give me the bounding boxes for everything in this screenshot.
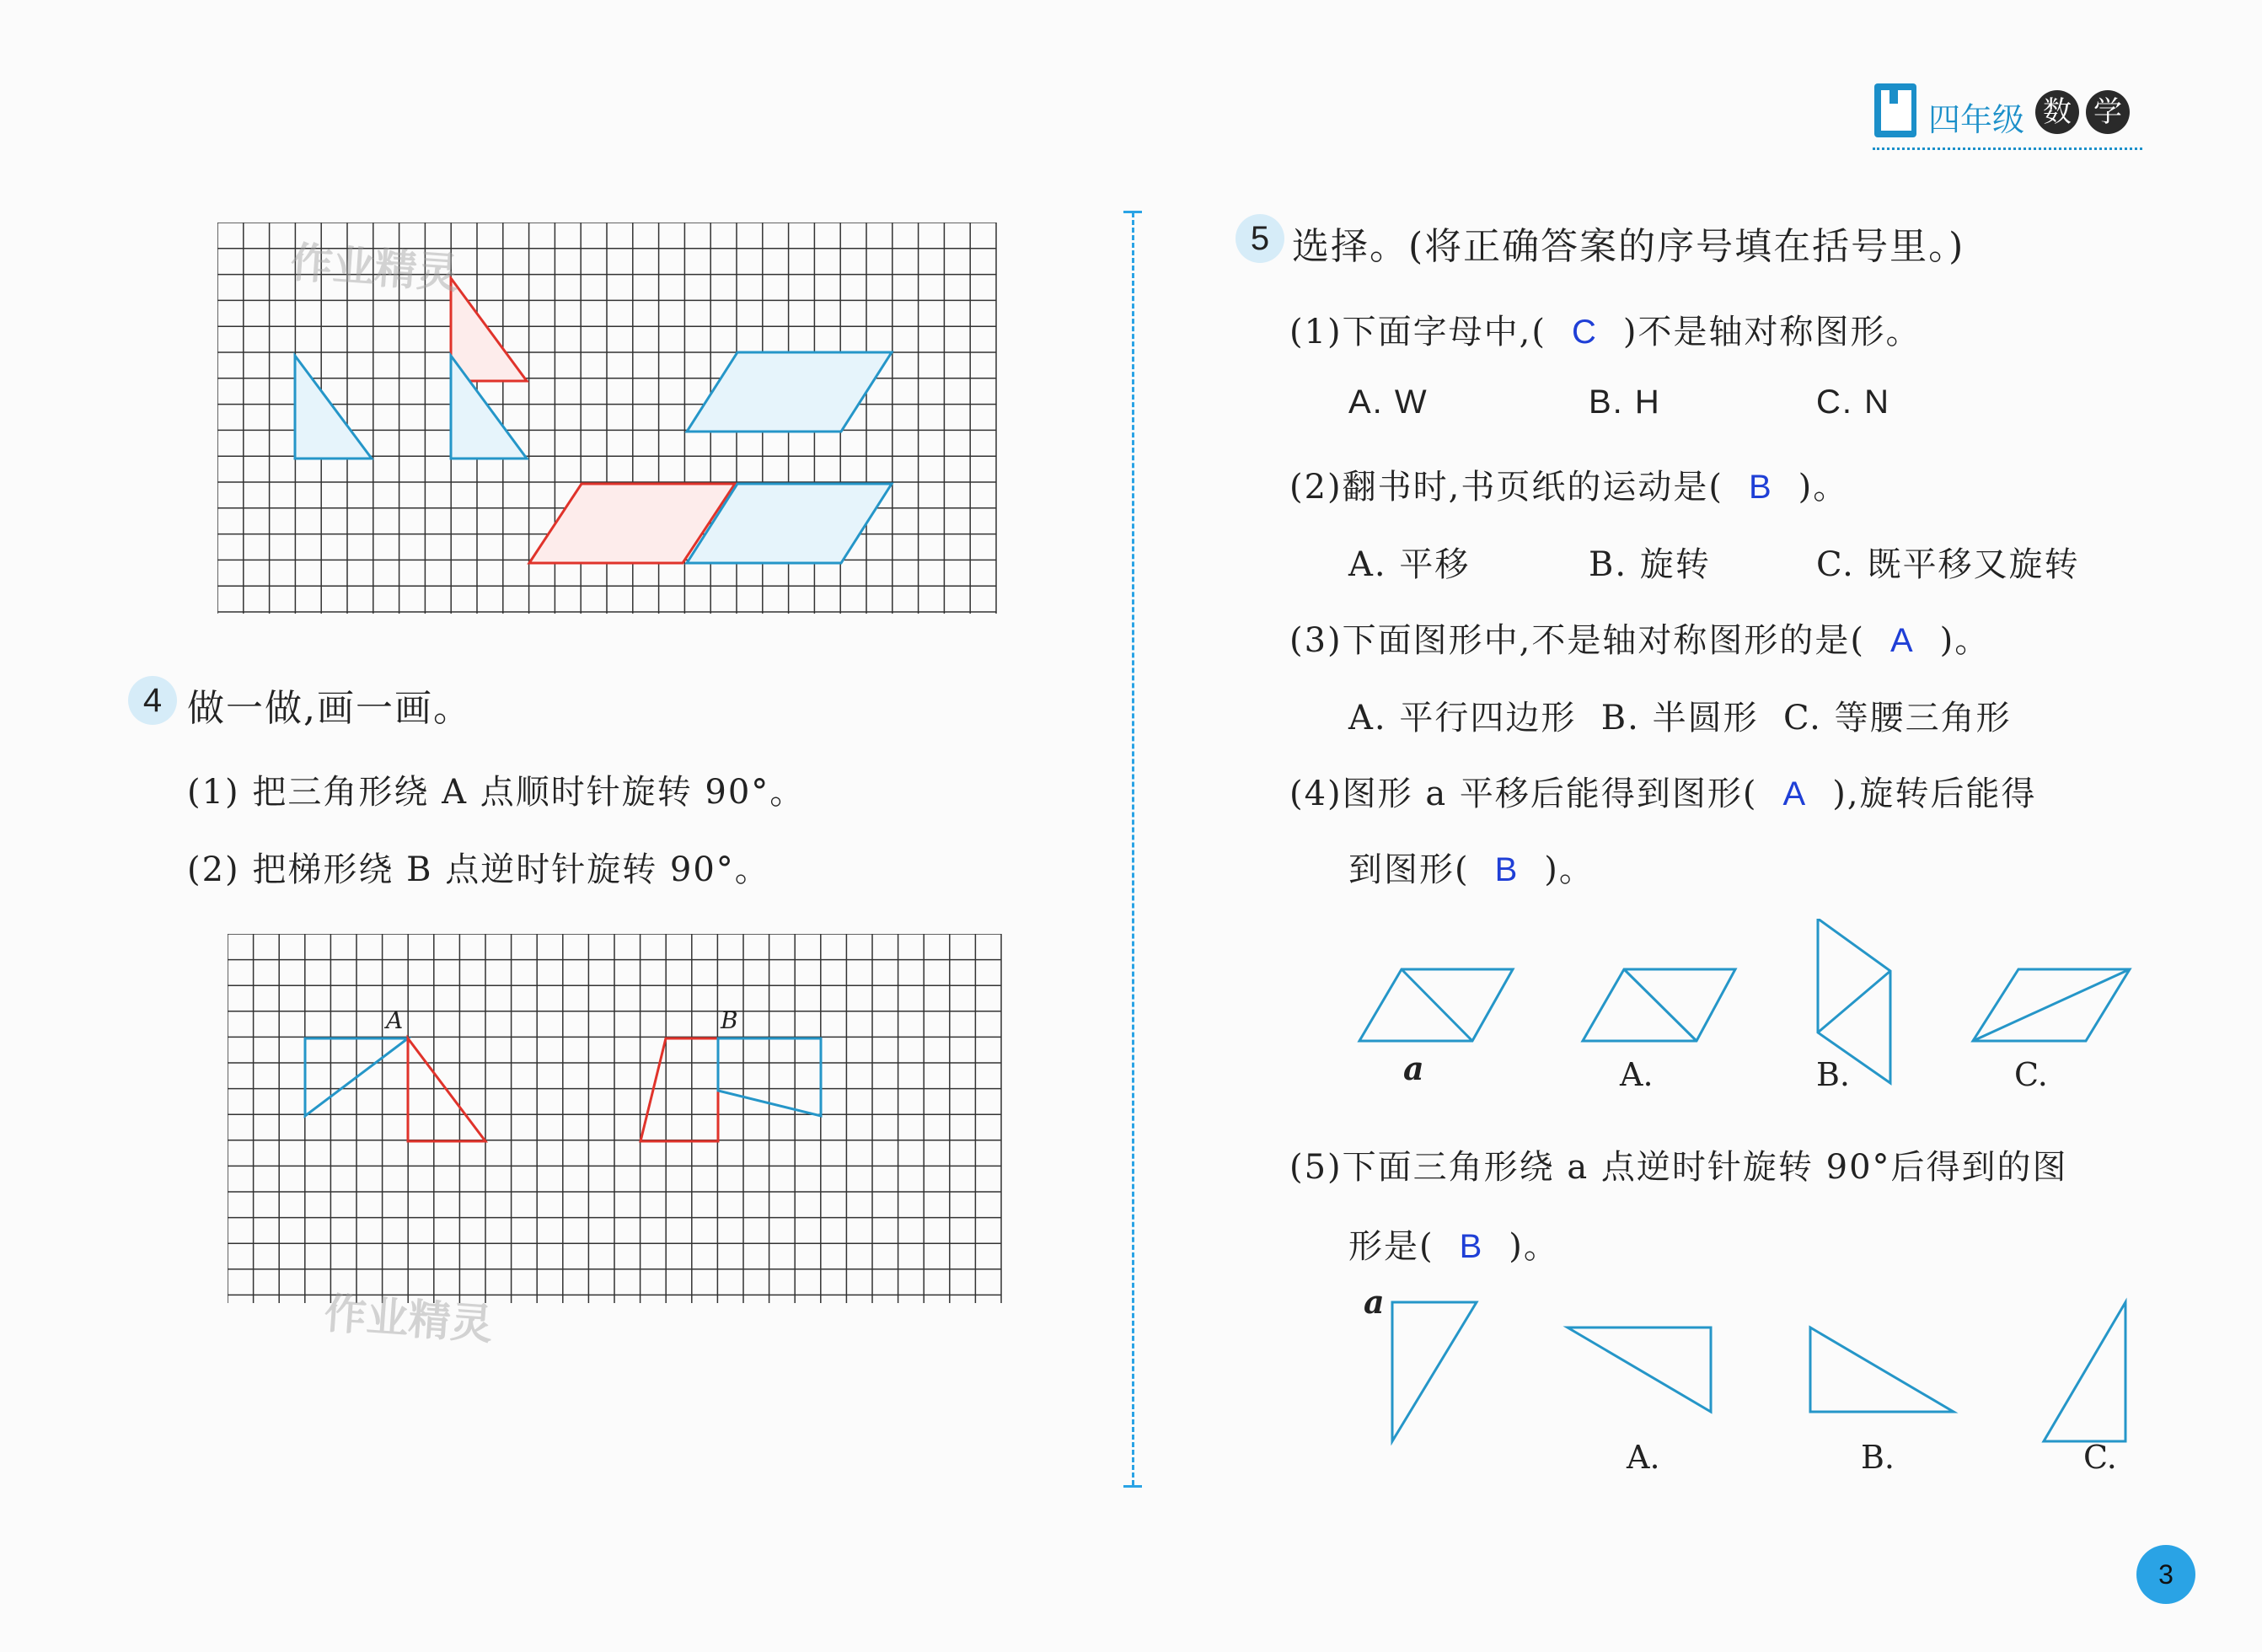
q5-s4 bbox=[1289, 767, 2037, 815]
fig-B-diagonal bbox=[1818, 971, 1890, 1032]
q5-s2-opt-a: A. 平移 bbox=[1348, 545, 1471, 584]
book-icon bbox=[1871, 80, 1922, 141]
q5-s5-pre2: 形是( bbox=[1348, 1227, 1434, 1266]
q5-s5-line2 bbox=[1348, 1220, 1559, 1268]
q5-s5-figures bbox=[1382, 1294, 2141, 1446]
header bbox=[1871, 80, 2149, 156]
q5-title: 选择。(将正确答案的序号填在括号里。) bbox=[1292, 225, 1965, 268]
q5-s4-post2: )。 bbox=[1544, 850, 1595, 889]
q5-s2-pre: (2)翻书时,书页纸的运动是( bbox=[1289, 468, 1723, 507]
fig5-C-triangle bbox=[2044, 1302, 2125, 1441]
q5-s5-label-A: A. bbox=[1627, 1439, 1660, 1476]
q5-s2 bbox=[1289, 460, 1848, 508]
q5-s3-opts: A. 平行四边形 B. 半圆形 C. 等腰三角形 bbox=[1348, 699, 2012, 738]
q5-s4-line2 bbox=[1348, 843, 1595, 891]
q5-s4-answer: A bbox=[1782, 775, 1808, 813]
fig5-a-triangle bbox=[1392, 1302, 1477, 1441]
q5-s2-post: )。 bbox=[1798, 468, 1849, 507]
header-circle-math1: 数 bbox=[2035, 90, 2079, 134]
blue-parallelogram-1 bbox=[687, 352, 892, 432]
q5-s1 bbox=[1289, 305, 1921, 353]
watermark-top: 作业精灵 bbox=[288, 238, 461, 298]
q4-title: 做一做,画一画。 bbox=[187, 687, 472, 730]
q5-s2-answer: B bbox=[1748, 469, 1773, 506]
q5-s5-label-B: B. bbox=[1861, 1439, 1895, 1476]
q4-number-badge: 4 bbox=[128, 676, 177, 725]
watermark-bottom: 作业精灵 bbox=[322, 1289, 495, 1349]
point-b-label: B bbox=[721, 1006, 738, 1034]
q5-s5-label-a: a bbox=[1364, 1283, 1385, 1321]
q5-s1-opt-a: A. W bbox=[1348, 384, 1428, 421]
q5-s4-label-B: B. bbox=[1816, 1056, 1851, 1093]
q5-s1-post: )不是轴对称图形。 bbox=[1622, 313, 1922, 351]
q5-s3-pre: (3)下面图形中,不是轴对称图形的是( bbox=[1289, 621, 1865, 660]
fig-a-diagonal bbox=[1402, 969, 1472, 1041]
header-underline bbox=[1873, 148, 2142, 150]
q5-s3-post: )。 bbox=[1939, 621, 1991, 660]
header-title: 四年级 bbox=[1928, 103, 2025, 138]
q5-s2-opt-c: C. 既平移又旋转 bbox=[1816, 545, 2080, 584]
fig-A-diagonal bbox=[1624, 969, 1696, 1041]
divider-cap-top bbox=[1123, 211, 1142, 213]
page-number: 3 bbox=[2136, 1545, 2195, 1604]
q5-s5-label-C: C. bbox=[2083, 1439, 2117, 1476]
q5-s4-answer2: B bbox=[1494, 851, 1520, 888]
q5-s4-pre2: 到图形( bbox=[1348, 850, 1470, 889]
q5-s1-pre: (1)下面字母中,( bbox=[1289, 313, 1546, 351]
q5-s1-opt-b: B. H bbox=[1589, 384, 1661, 421]
red-trapezoid-b bbox=[641, 1038, 718, 1141]
q5-s4-label-C: C. bbox=[2014, 1056, 2048, 1093]
q4-item2: (2) 把梯形绕 B 点逆时针旋转 90°。 bbox=[187, 850, 770, 889]
q5-s5: (5)下面三角形绕 a 点逆时针旋转 90°后得到的图 bbox=[1289, 1148, 2068, 1187]
q5-s5-answer: B bbox=[1459, 1228, 1484, 1265]
q5-s2-opt-b: B. 旋转 bbox=[1589, 545, 1711, 584]
header-circle-math2: 学 bbox=[2086, 90, 2130, 134]
fig5-A-triangle bbox=[1568, 1328, 1711, 1412]
blue-triangle-1 bbox=[295, 356, 372, 459]
divider-cap-bottom bbox=[1123, 1485, 1142, 1488]
grid-bottom bbox=[228, 934, 1003, 1305]
q5-s1-opt-c: C. N bbox=[1816, 384, 1890, 421]
page-divider bbox=[1132, 212, 1134, 1485]
red-triangle-top bbox=[451, 278, 527, 381]
red-triangle-a bbox=[408, 1038, 485, 1141]
q5-s4-label-A: A. bbox=[1620, 1056, 1654, 1093]
fig5-B-triangle bbox=[1810, 1328, 1954, 1412]
q5-s4-label-a: a bbox=[1403, 1049, 1424, 1087]
q5-s4-post: ),旋转后能得 bbox=[1832, 775, 2037, 813]
q5-s3 bbox=[1289, 614, 1990, 662]
q4-item1: (1) 把三角形绕 A 点顺时针旋转 90°。 bbox=[187, 773, 806, 812]
q5-s4-pre: (4)图形 a 平移后能得到图形( bbox=[1289, 775, 1758, 813]
q5-s5-post2: )。 bbox=[1509, 1227, 1559, 1266]
q5-number-badge: 5 bbox=[1236, 214, 1284, 263]
q5-s1-answer: C bbox=[1571, 314, 1598, 351]
point-a-label: A bbox=[386, 1006, 404, 1034]
q5-s3-answer: A bbox=[1889, 622, 1915, 659]
